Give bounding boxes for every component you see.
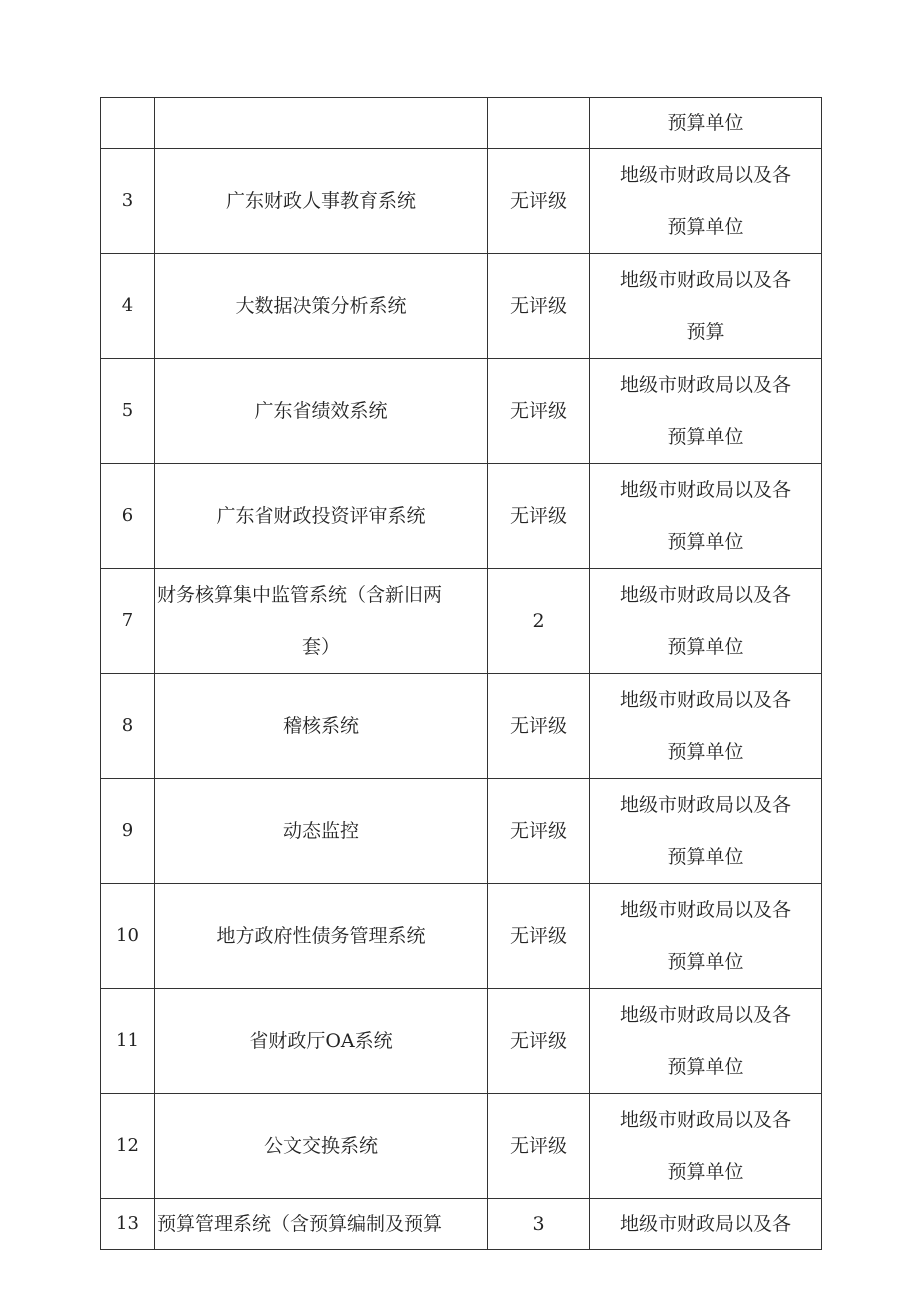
scope-line: 预算单位 xyxy=(667,951,744,973)
grade-cell: 3 xyxy=(488,1199,590,1250)
row-number-cell: 4 xyxy=(101,254,155,359)
scope-line: 预算单位 xyxy=(667,531,744,553)
systems-table xyxy=(100,97,822,1250)
scope-line: 预算单位 xyxy=(667,426,744,448)
table-row xyxy=(101,1199,822,1250)
grade-cell: 无评级 xyxy=(488,149,590,254)
row-number-cell: 8 xyxy=(101,674,155,779)
table-row xyxy=(101,254,822,359)
system-name-line: 公文交换系统 xyxy=(263,1135,378,1157)
row-number-cell: 7 xyxy=(101,569,155,674)
scope-line: 预算单位 xyxy=(667,1161,744,1183)
table-row xyxy=(101,98,822,149)
scope-line: 预算 xyxy=(686,321,725,343)
scope-cell xyxy=(590,1094,822,1199)
table-row xyxy=(101,884,822,989)
row-number-cell: 3 xyxy=(101,149,155,254)
grade-cell: 2 xyxy=(488,569,590,674)
row-number-cell: 6 xyxy=(101,464,155,569)
scope-line: 地级市财政局以及各 xyxy=(619,689,791,711)
row-number-cell: 5 xyxy=(101,359,155,464)
scope-line: 预算单位 xyxy=(667,741,744,763)
scope-cell: 预算单位 xyxy=(590,98,822,149)
table-row xyxy=(101,674,822,779)
grade-cell: 无评级 xyxy=(488,464,590,569)
scope-cell xyxy=(590,674,822,779)
scope-cell xyxy=(590,254,822,359)
table-row xyxy=(101,1094,822,1199)
table-row xyxy=(101,989,822,1094)
scope-cell xyxy=(590,359,822,464)
scope-cell xyxy=(590,149,822,254)
table-row xyxy=(101,149,822,254)
table-row xyxy=(101,779,822,884)
grade-cell: 无评级 xyxy=(488,674,590,779)
grade-cell: 无评级 xyxy=(488,884,590,989)
grade-cell: 无评级 xyxy=(488,779,590,884)
scope-cell xyxy=(590,779,822,884)
scope-line: 地级市财政局以及各 xyxy=(619,479,791,501)
system-name-cell xyxy=(155,98,488,149)
system-name-cell xyxy=(155,464,488,569)
system-name-line: 套） xyxy=(301,636,340,658)
row-number-cell: 10 xyxy=(101,884,155,989)
row-number-cell xyxy=(101,98,155,149)
system-name-cell xyxy=(155,254,488,359)
table-row xyxy=(101,359,822,464)
grade-cell: 无评级 xyxy=(488,1094,590,1199)
grade-cell: 无评级 xyxy=(488,254,590,359)
scope-cell xyxy=(590,464,822,569)
scope-cell xyxy=(590,989,822,1094)
scope-line: 预算单位 xyxy=(667,1056,744,1078)
row-number-cell: 11 xyxy=(101,989,155,1094)
scope-line: 预算单位 xyxy=(667,636,744,658)
system-name-cell xyxy=(155,779,488,884)
system-name-line: 财务核算集中监管系统（含新旧两 xyxy=(157,584,443,606)
scope-line: 地级市财政局以及各 xyxy=(619,164,791,186)
scope-line: 地级市财政局以及各 xyxy=(619,1109,791,1131)
scope-cell xyxy=(590,884,822,989)
scope-line: 地级市财政局以及各 xyxy=(619,899,791,921)
system-name-cell: 预算管理系统（含预算编制及预算 xyxy=(155,1199,488,1250)
row-number-cell: 12 xyxy=(101,1094,155,1199)
system-name-line: 省财政厅OA系统 xyxy=(249,1030,393,1052)
table-row xyxy=(101,464,822,569)
table-row xyxy=(101,569,822,674)
scope-cell: 地级市财政局以及各 xyxy=(590,1199,822,1250)
row-number-cell: 9 xyxy=(101,779,155,884)
system-name-line: 地方政府性债务管理系统 xyxy=(216,925,426,947)
system-name-line: 广东省财政投资评审系统 xyxy=(216,505,426,527)
scope-line: 预算单位 xyxy=(667,216,744,238)
system-name-cell xyxy=(155,989,488,1094)
row-number-cell: 13 xyxy=(101,1199,155,1250)
system-name-cell xyxy=(155,569,488,674)
scope-cell xyxy=(590,569,822,674)
system-name-line: 动态监控 xyxy=(282,820,359,842)
scope-line: 地级市财政局以及各 xyxy=(619,584,791,606)
grade-cell: 无评级 xyxy=(488,359,590,464)
system-name-line: 稽核系统 xyxy=(282,715,359,737)
system-name-cell xyxy=(155,674,488,779)
system-name-line: 大数据决策分析系统 xyxy=(235,295,407,317)
grade-cell: 无评级 xyxy=(488,989,590,1094)
system-name-cell xyxy=(155,884,488,989)
system-name-cell xyxy=(155,1094,488,1199)
grade-cell xyxy=(488,98,590,149)
scope-line: 地级市财政局以及各 xyxy=(619,794,791,816)
system-name-cell xyxy=(155,359,488,464)
scope-line: 地级市财政局以及各 xyxy=(619,374,791,396)
scope-line: 地级市财政局以及各 xyxy=(619,1004,791,1026)
system-name-cell xyxy=(155,149,488,254)
system-name-line: 广东省绩效系统 xyxy=(254,400,388,422)
scope-line: 地级市财政局以及各 xyxy=(619,269,791,291)
systems-table-body xyxy=(101,98,822,1250)
scope-line: 预算单位 xyxy=(667,846,744,868)
system-name-line: 广东财政人事教育系统 xyxy=(225,190,416,212)
